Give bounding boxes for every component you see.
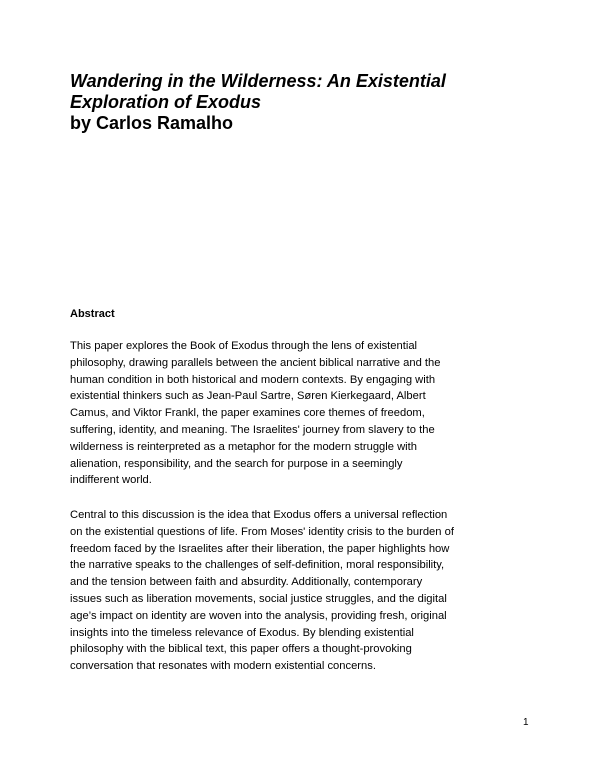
text-line: freedom faced by the Israelites after their liberation, the paper highlights how bbox=[70, 542, 450, 555]
paper-title-line: Exploration of Exodus bbox=[70, 92, 262, 112]
text-line: age’s impact on identity are woven into the analysis, providing fresh, original bbox=[70, 609, 447, 622]
page-number: 1 bbox=[523, 717, 529, 728]
paper-title-line: Wandering in the Wilderness: An Existential bbox=[70, 71, 446, 91]
text-line: on the existential questions of life. From Moses' identity crisis to the burden of bbox=[70, 525, 454, 538]
text-line: Central to this discussion is the idea that Exodus offers a universal reflection bbox=[70, 509, 448, 521]
text-line: Camus, and Viktor Frankl, the paper examines core themes of freedom, bbox=[70, 407, 425, 420]
text-line: existential thinkers such as Jean-Paul Sartre, Søren Kierkegaard, Albert bbox=[70, 390, 426, 403]
text-line: insights into the timeless relevance of Exodus. By blending existential bbox=[70, 626, 414, 639]
text-line: suffering, identity, and meaning. The Israelites' journey from slavery to the bbox=[70, 423, 435, 436]
text-line: issues such as liberation movements, social justice struggles, and the digital bbox=[70, 592, 447, 605]
abstract-paragraph-2 bbox=[70, 507, 540, 675]
text-line: philosophy, drawing parallels between the ancient biblical narrative and the bbox=[70, 356, 441, 369]
text-line: This paper explores the Book of Exodus through the lens of existential bbox=[70, 340, 418, 352]
text-line: alienation, responsibility, and the search for purpose in a seemingly bbox=[70, 457, 403, 470]
text-line: philosophy with the biblical text, this paper offers a thought-provoking bbox=[70, 643, 412, 656]
abstract-heading: Abstract bbox=[70, 308, 115, 320]
text-line: the narrative speaks to the challenges of self-definition, moral responsibility, bbox=[70, 559, 445, 572]
author-byline: by Carlos Ramalho bbox=[70, 113, 234, 133]
title-block bbox=[70, 71, 540, 134]
text-line: and the tension between faith and absurdity. Additionally, contemporary bbox=[70, 576, 423, 589]
text-line: human condition in both historical and modern contexts. By engaging with bbox=[70, 373, 436, 386]
abstract-paragraph-1 bbox=[70, 338, 540, 489]
text-line: conversation that resonates with modern existential concerns. bbox=[70, 660, 376, 673]
text-line: wilderness is reinterpreted as a metaphor for the modern struggle with bbox=[70, 440, 417, 453]
text-line: indifferent world. bbox=[70, 474, 152, 487]
